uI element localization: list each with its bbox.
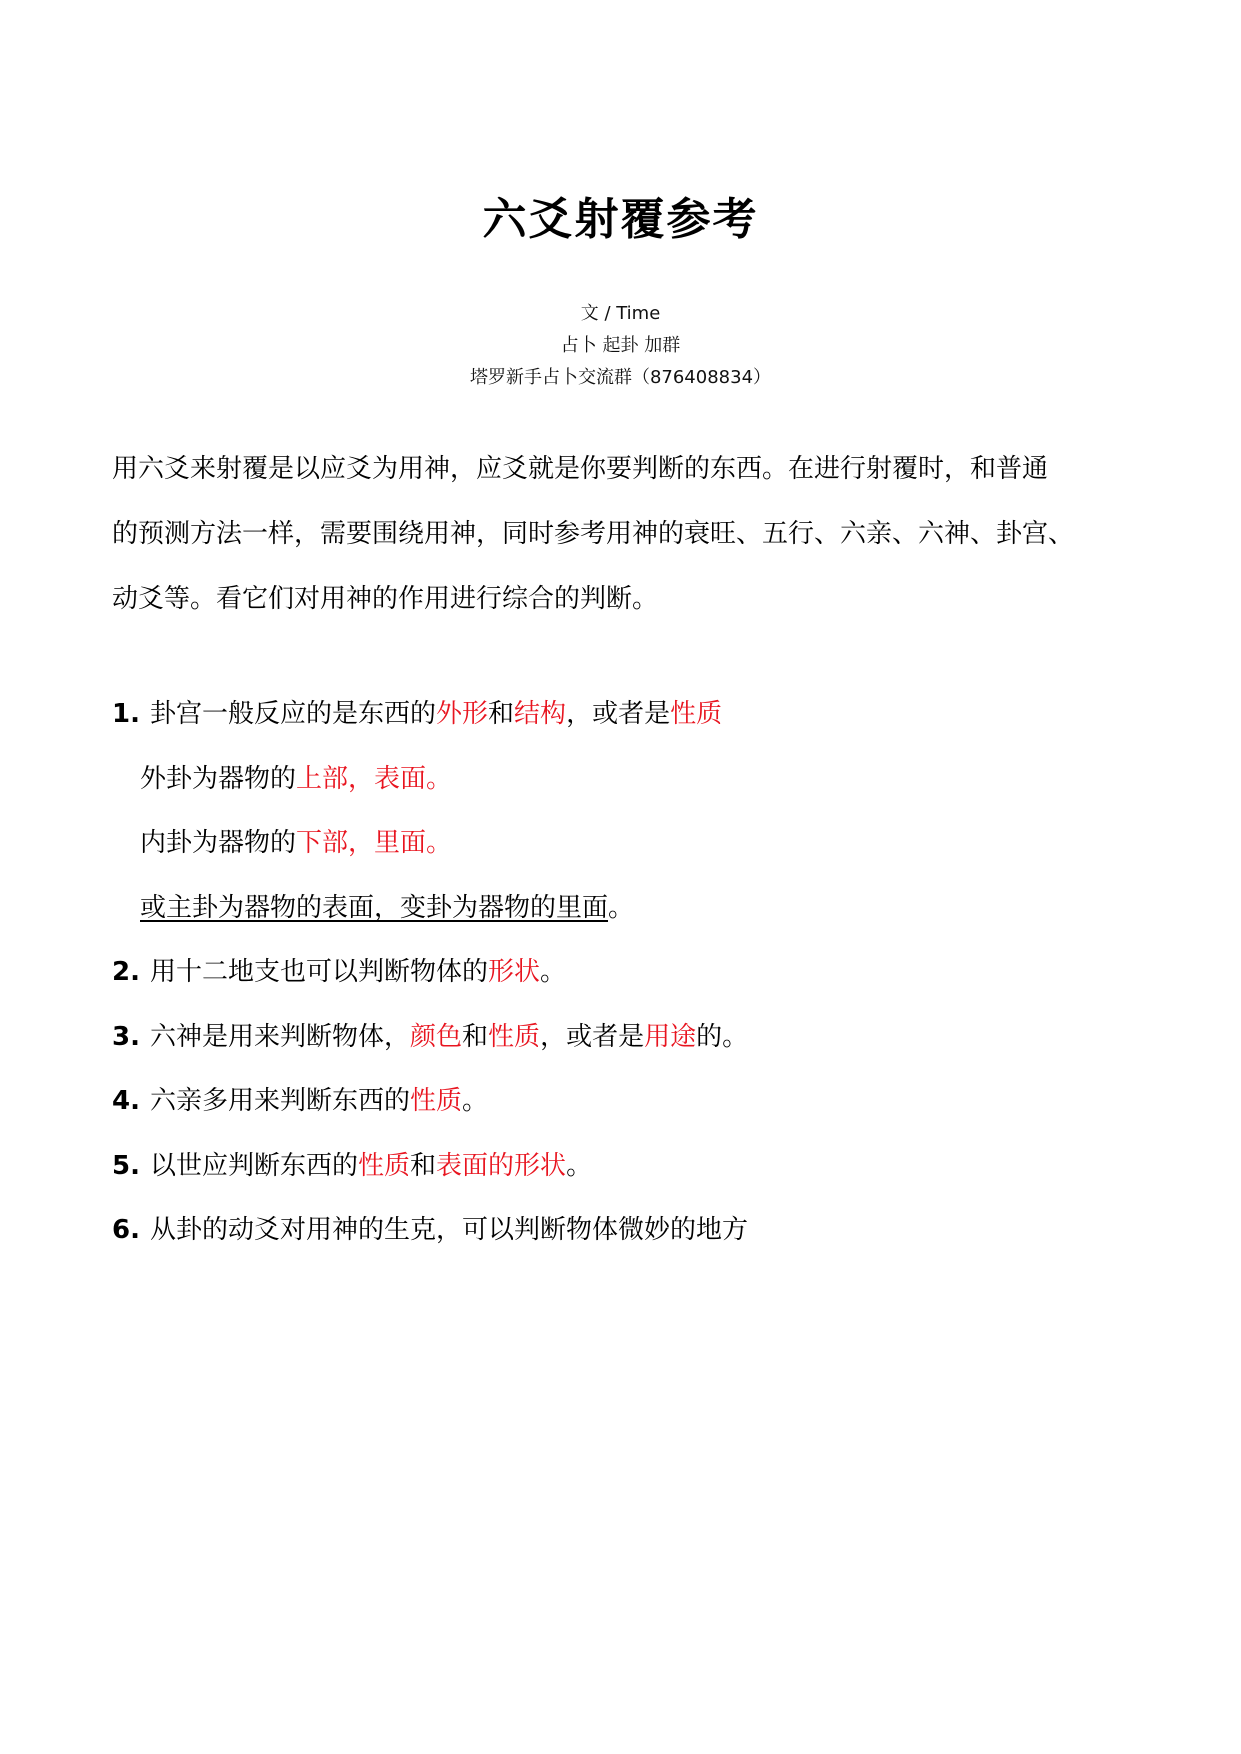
intro-paragraph — [112, 437, 1132, 632]
item-text: ，或者是 — [566, 699, 671, 729]
group-line: 塔罗新手占卜交流群（876408834） — [469, 367, 772, 388]
item-number: 4. — [112, 1086, 140, 1116]
sub-text: 外卦为器物的 — [140, 764, 297, 794]
item-text: 从卦的动爻对用神的生克，可以判断物体微妙的地方 — [150, 1215, 749, 1245]
item-text: 六神是用来判断物体， — [150, 1022, 411, 1052]
item-text: 六亲多用来判断东西的 — [150, 1086, 411, 1116]
author-name: / Time — [598, 303, 661, 324]
list-item-1 — [112, 694, 722, 734]
list-item-3 — [112, 1017, 748, 1057]
highlight-text: 颜色 — [410, 1022, 463, 1052]
highlight-text: 形状 — [488, 957, 541, 987]
highlight-text: 上部，表面。 — [296, 764, 453, 794]
author-line — [0, 302, 1241, 326]
list-item-4 — [112, 1081, 488, 1121]
highlight-text: 结构 — [514, 699, 567, 729]
highlight-text: 下部，里面。 — [296, 828, 453, 858]
highlight-text: 性质 — [488, 1022, 541, 1052]
item-text: 卦宫一般反应的是东西的 — [150, 699, 437, 729]
item-number: 2. — [112, 957, 140, 987]
item-text: 的。 — [696, 1022, 749, 1052]
author-prefix: 文 — [580, 303, 599, 324]
intro-line: 用六爻来射覆是以应爻为用神，应爻就是你要判断的东西。在进行射覆时，和普通 — [112, 454, 1049, 484]
highlight-text: 表面的形状 — [436, 1151, 567, 1181]
sub-item-outer — [140, 759, 452, 799]
list-item-6 — [112, 1210, 748, 1250]
item-text: 和 — [462, 1022, 489, 1052]
list-item-5 — [112, 1146, 592, 1186]
item-text: 和 — [410, 1151, 437, 1181]
item-number: 5. — [112, 1151, 140, 1181]
document-title: 六爻射覆参考 — [482, 194, 759, 245]
item-text: 。 — [462, 1086, 489, 1116]
highlight-text: 外形 — [436, 699, 489, 729]
highlight-text: 性质 — [670, 699, 723, 729]
highlight-text: 用途 — [644, 1022, 697, 1052]
sub-text: 内卦为器物的 — [140, 828, 297, 858]
sub-item-inner — [140, 823, 452, 863]
underlined-text: 或主卦为器物的表面，变卦为器物的里面 — [140, 893, 609, 923]
item-text: 。 — [566, 1151, 593, 1181]
item-text: 用十二地支也可以判断物体的 — [150, 957, 489, 987]
intro-line: 的预测方法一样，需要围绕用神，同时参考用神的衰旺、五行、六亲、六神、卦宫、 — [112, 519, 1075, 549]
list-item-2 — [112, 952, 566, 992]
item-number: 6. — [112, 1215, 140, 1245]
item-text: 以世应判断东西的 — [150, 1151, 359, 1181]
item-text: ，或者是 — [540, 1022, 645, 1052]
highlight-text: 性质 — [410, 1086, 463, 1116]
intro-line: 动爻等。看它们对用神的作用进行综合的判断。 — [112, 584, 659, 614]
subtitle-line: 占卜 起卦 加群 — [560, 335, 681, 356]
item-number: 1. — [112, 699, 140, 729]
item-number: 3. — [112, 1022, 140, 1052]
highlight-text: 性质 — [358, 1151, 411, 1181]
item-text: 。 — [540, 957, 567, 987]
sub-item-main-change — [140, 888, 634, 928]
sub-text: 。 — [608, 893, 635, 923]
item-text: 和 — [488, 699, 515, 729]
